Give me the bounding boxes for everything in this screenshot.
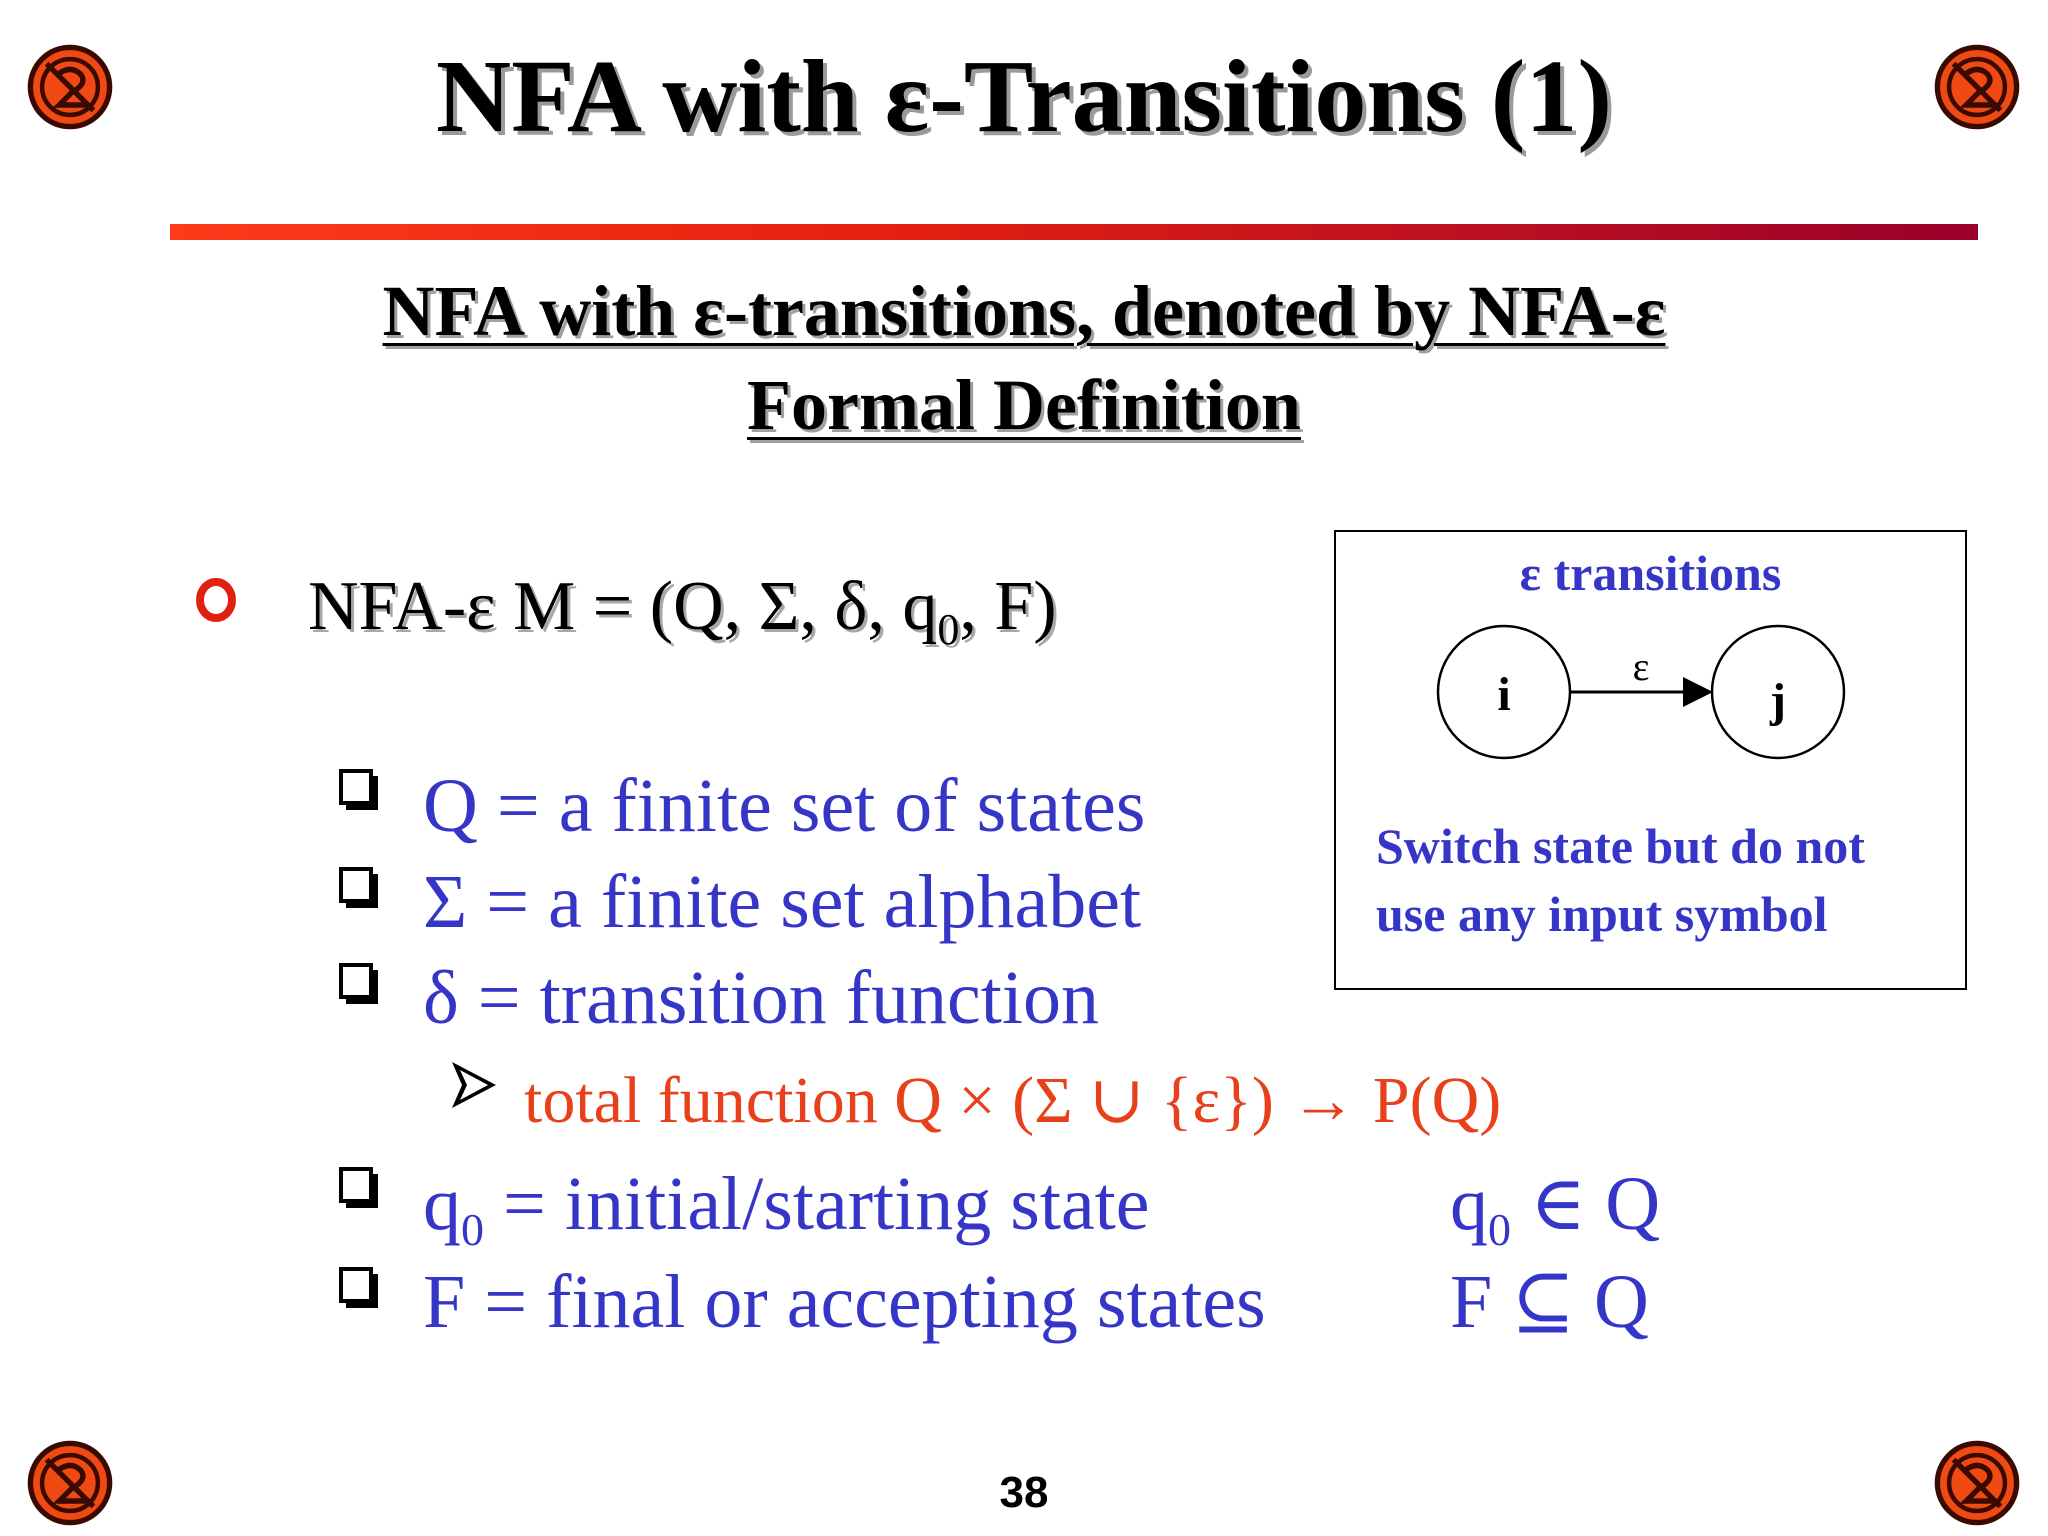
slide-title: NFA with ε-Transitions (1)	[436, 39, 1612, 154]
nfa-definition-tuple: NFA-ε M = (Q, Σ, δ, $q_0$, F)	[308, 568, 1057, 654]
square-bullet-icon	[338, 962, 382, 1010]
epsilon-transition-diagram	[1336, 612, 1965, 772]
list-item-alphabet: Σ = a finite set alphabet	[423, 860, 1142, 944]
edge-label: ε	[1632, 644, 1650, 689]
subtitle-line-2: Formal Definition	[747, 365, 1301, 445]
square-bullet-icon	[338, 768, 382, 816]
page-number: 38	[999, 1468, 1049, 1517]
hollow-circle-bullet-icon	[193, 570, 239, 626]
box-caption-line-1: Switch state but do not	[1376, 818, 1865, 874]
arrow-bullet-icon	[448, 1058, 500, 1112]
list-item-initial-state: $q_0$ = initial/starting state	[423, 1162, 1150, 1256]
subtitle-line-1: NFA with ε-transitions, denoted by NFA-ε	[382, 271, 1666, 351]
box-title: ε transitions	[1519, 545, 1782, 601]
epsilon-transition-box	[1334, 530, 1967, 990]
final-states-subset: F ⊆ Q	[1450, 1260, 1649, 1344]
initial-state-membership: $q_0$ ∈ Q	[1450, 1162, 1661, 1256]
list-item-states: Q = a finite set of states	[423, 764, 1146, 848]
box-caption-line-2: use any input symbol	[1376, 886, 1828, 942]
state-i-label: i	[1497, 668, 1511, 721]
list-subitem-total-function: total function Q × (Σ ∪ {ε}) → P(Q)	[524, 1064, 1502, 1137]
box-caption	[1376, 812, 1865, 948]
square-bullet-icon	[338, 866, 382, 914]
state-j-label: j	[1770, 674, 1786, 727]
square-bullet-icon	[338, 1166, 382, 1214]
list-item-final-states: F = final or accepting states	[423, 1260, 1266, 1344]
title-divider	[170, 224, 1978, 240]
square-bullet-icon	[338, 1266, 382, 1314]
list-item-transition-function: δ = transition function	[423, 956, 1100, 1040]
